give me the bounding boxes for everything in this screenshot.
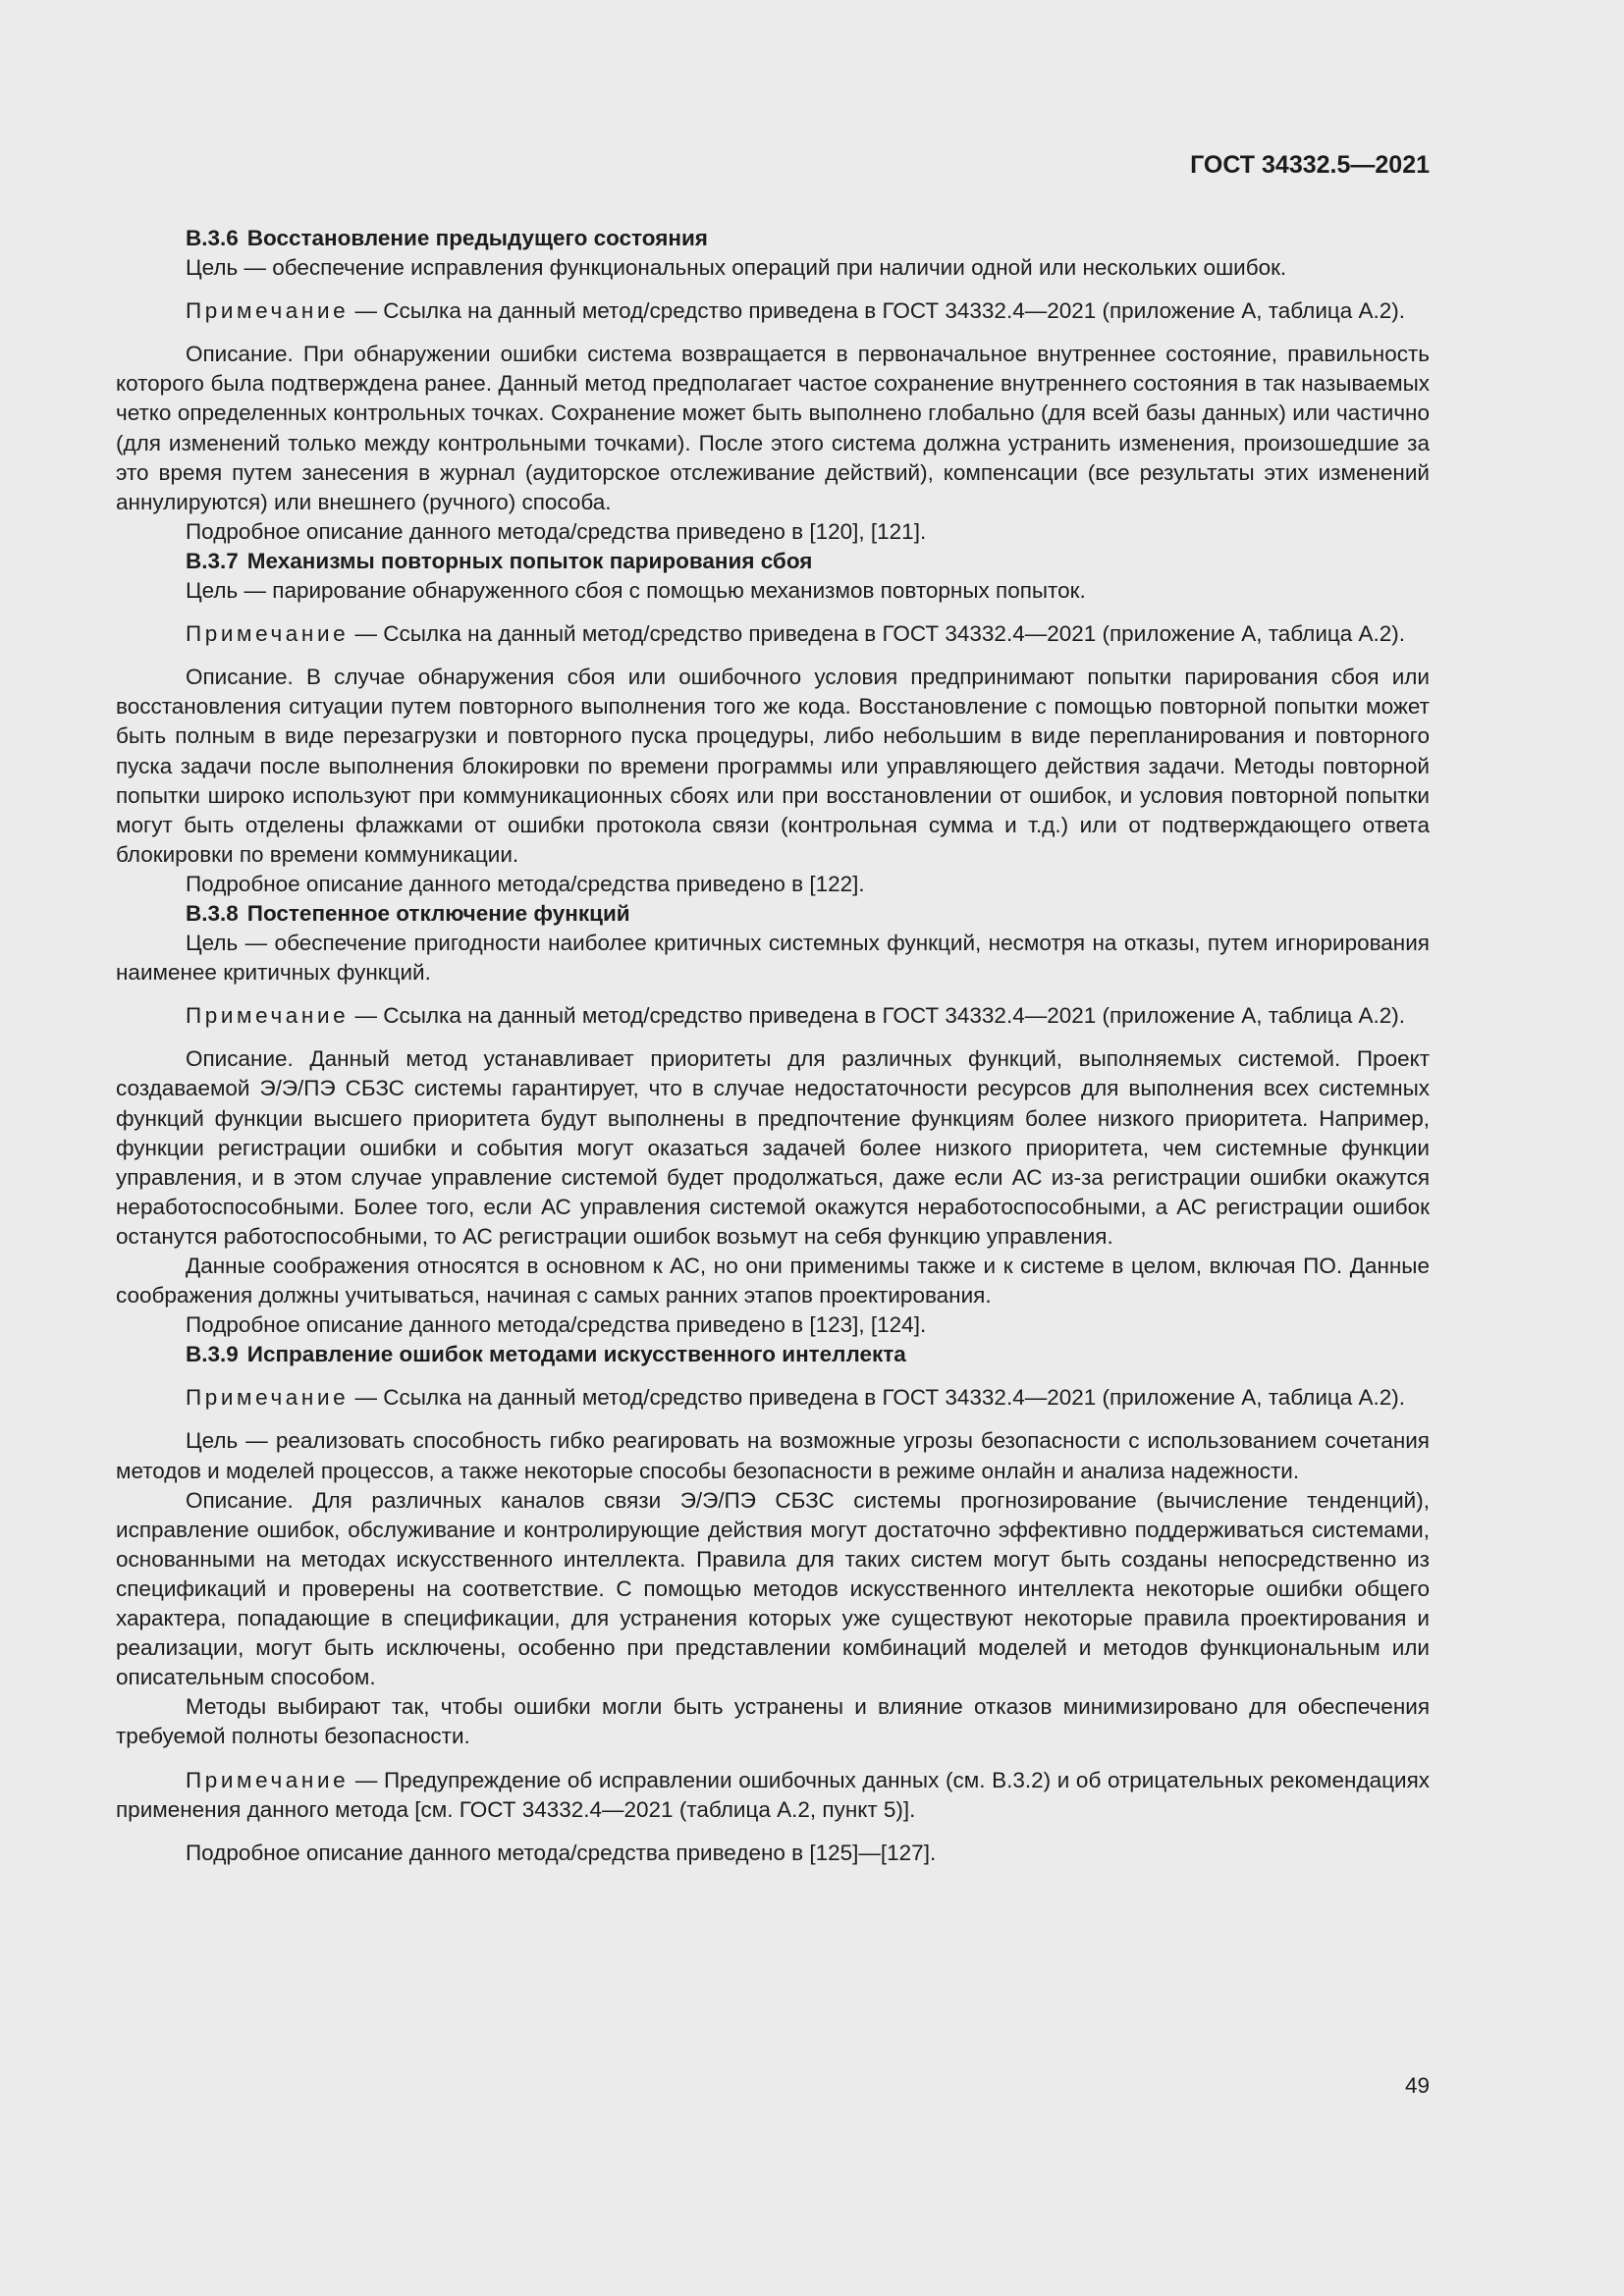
section-title: Восстановление предыдущего состояния (246, 226, 708, 250)
section-heading-b37 (116, 547, 1430, 576)
note-text: — Ссылка на данный метод/средство приведена в ГОСТ 34332.4—2021 (приложение А, таблица А.2). (349, 1003, 1406, 1029)
section-heading-b39 (116, 1340, 1430, 1369)
note-label: Примечание (186, 1003, 350, 1029)
section-reference: Подробное описание данного метода/средства приведено в [123], [124]. (186, 1312, 927, 1338)
standard-designation: ГОСТ 34332.5—2021 (1190, 151, 1430, 179)
section-title: Исправление ошибок методами искусственного интеллекта (246, 1342, 906, 1367)
section-reference: Подробное описание данного метода/средства приведено в [122]. (186, 871, 865, 896)
section-note (116, 1001, 1430, 1031)
note-label: Примечание (186, 1767, 350, 1792)
section-title: Постепенное отключение функций (246, 900, 630, 926)
section-note (116, 1383, 1430, 1413)
section-goal: Цель — парирование обнаруженного сбоя с помощью механизмов повторных попыток. (186, 578, 1086, 604)
section-note (116, 296, 1430, 326)
note-text: — Ссылка на данный метод/средство приведена в ГОСТ 34332.4—2021 (приложение А, таблица А.2). (349, 298, 1406, 324)
section-title: Механизмы повторных попыток парирования сбоя (246, 548, 813, 573)
section-reference: Подробное описание данного метода/средства приведено в [120], [121]. (186, 518, 927, 544)
section-description: Описание. Для различных каналов связи Э/Э/ПЭ СБЗС системы прогнозирование (вычисление тенденций), исправление ошибок, обслуживание и контролирующие действия могут достаточно эффективно поддерживаться системами, основанными на методах искусственного интеллекта. Правила для таких систем могут быть созданы непосредственно из спецификаций и проверены на соответствие. С помощью методов искусственного интеллекта некоторые ошибки общего характера, попадающие в спецификации, для устранения которых уже существуют некоторые правила проектирования и реализации, могут быть исключены, особенно при представлении комбинаций моделей и методов функциональным или описательным способом. (116, 1487, 1430, 1690)
section-note (116, 619, 1430, 649)
section-note-warning (116, 1766, 1430, 1825)
page-number: 49 (1404, 2073, 1430, 2098)
section-description: Описание. При обнаружении ошибки система возвращается в первоначальное внутреннее состояние, правильность которого была подтверждена ранее. Данный метод предполагает частое сохранение внутреннего состояния в так называемых четко определенных контрольных точках. Сохранение может быть выполнено глобально (для всей базы данных) или частично (для изменений только между контрольными точками). После этого система должна устранить изменения, произошедшие за это время путем занесения в журнал (аудиторское отслеживание действий), компенсации (все результаты этих изменений аннулируются) или внешнего (ручного) способа. (116, 342, 1430, 514)
section-heading-b36 (116, 224, 1430, 253)
note-label: Примечание (186, 621, 350, 647)
section-goal: Цель — обеспечение пригодности наиболее критичных системных функций, несмотря на отказы, путем игнорирования наименее критичных функций. (116, 931, 1430, 986)
section-methods: Методы выбирают так, чтобы ошибки могли быть устранены и влияние отказов минимизировано для обеспечения требуемой полноты безопасности. (116, 1694, 1430, 1749)
note-text: — Предупреждение об исправлении ошибочных данных (см. В.3.2) и об отрицательных рекомендациях применения данного метода [см. ГОСТ 34332.4—2021 (таблица А.2, пункт 5)]. (116, 1767, 1430, 1822)
note-label: Примечание (186, 298, 350, 324)
section-extra: Данные соображения относятся в основном к АС, но они применимы также и к системе в целом, включая ПО. Данные соображения должны учитываться, начиная с самых ранних этапов проектирования. (116, 1254, 1430, 1308)
section-heading-b38 (116, 899, 1430, 929)
section-description: Описание. В случае обнаружения сбоя или ошибочного условия предпринимают попытки парирования сбоя или восстановления ситуации путем повторного выполнения того же кода. Восстановление с помощью повторной попытки может быть полным в виде перезагрузки и повторного пуска процедуры, либо небольшим в виде перепланирования и повторного пуска задачи после выполнения блокировки по времени программы или управляющего действия задачи. Методы повторной попытки широко используют при коммуникационных сбоях или при восстановлении от ошибок, и условия повторной попытки могут быть отделены флажками от ошибки протокола связи (контрольная сумма и т.д.) или от подтверждающего ответа блокировки по времени коммуникации. (116, 665, 1430, 867)
section-goal: Цель — обеспечение исправления функциональных операций при наличии одной или нескольких ошибок. (186, 255, 1287, 281)
page-content (116, 224, 1430, 1868)
section-number: B.3.7 (186, 548, 239, 573)
section-goal: Цель — реализовать способность гибко реагировать на возможные угрозы безопасности с использованием сочетания методов и моделей процессов, а также некоторые способы безопасности в режиме онлайн и анализа надежности. (116, 1428, 1430, 1483)
section-reference: Подробное описание данного метода/средства приведено в [125]—[127]. (186, 1840, 937, 1865)
section-description: Описание. Данный метод устанавливает приоритеты для различных функций, выполняемых системой. Проект создаваемой Э/Э/ПЭ СБЗС системы гарантирует, что в случае недостаточности ресурсов для выполнения всех системных функций функции высшего приоритета будут выполнены в предпочтение функциям более низкого приоритета. Например, функции регистрации ошибки и события могут оказаться задачей более низкого приоритета, чем системные функции управления, и в этом случае управление системой будет продолжаться, даже если АС из-за регистрации ошибки окажутся неработоспособными. Более того, если АС управления системой окажутся неработоспособными, а АС регистрации ошибок останутся работоспособными, то АС регистрации ошибок возьмут на себя функцию управления. (116, 1046, 1430, 1249)
document-page (116, 0, 1430, 2296)
section-number: B.3.8 (186, 900, 239, 926)
section-number: B.3.6 (186, 226, 239, 250)
section-number: B.3.9 (186, 1342, 239, 1367)
note-text: — Ссылка на данный метод/средство приведена в ГОСТ 34332.4—2021 (приложение А, таблица А.2). (349, 621, 1406, 647)
note-text: — Ссылка на данный метод/средство приведена в ГОСТ 34332.4—2021 (приложение А, таблица А.2). (349, 1385, 1406, 1411)
note-label: Примечание (186, 1385, 350, 1411)
